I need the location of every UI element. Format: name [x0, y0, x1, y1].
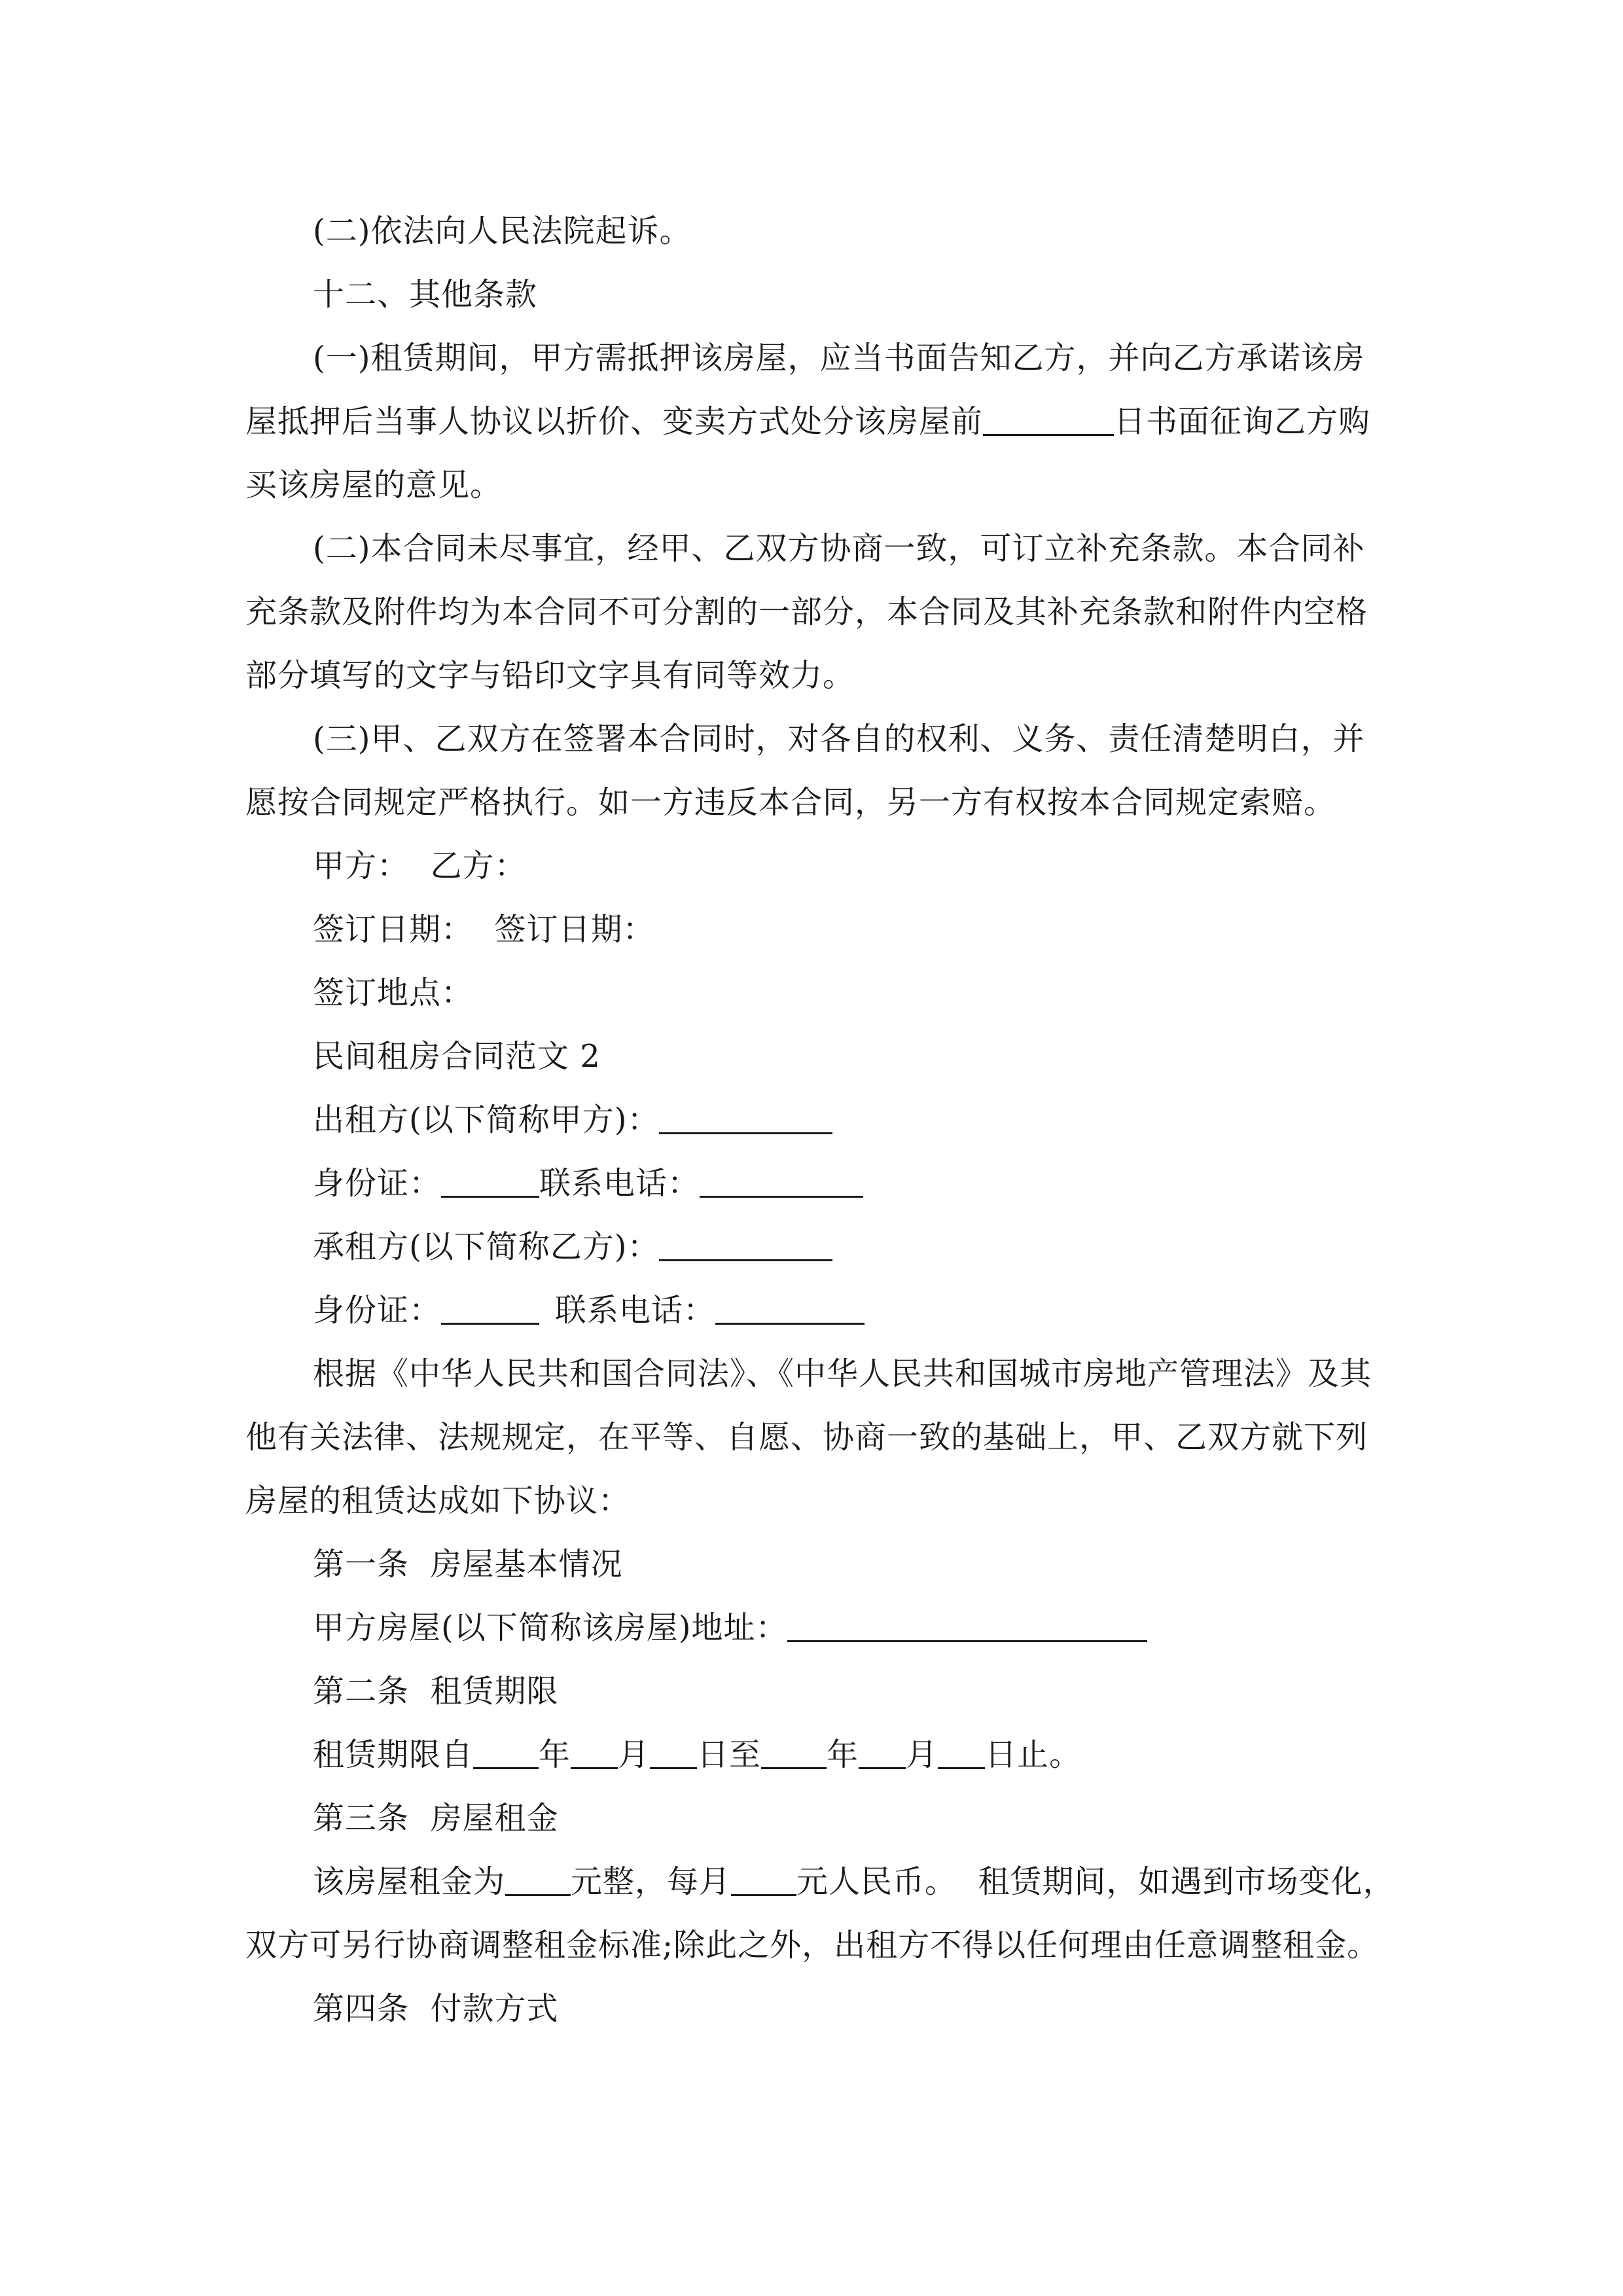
- field-label: 身份证：: [313, 1165, 442, 1202]
- field-label: 联系电话：: [539, 1165, 700, 1202]
- clause-text: 根据《中华人民共和国合同法》、《中华人民共和国城市房地产管理法》及其: [313, 1355, 1372, 1392]
- article-heading: [245, 1787, 1381, 1850]
- text-line: [245, 1342, 1381, 1406]
- field-label: 租赁期限自: [313, 1736, 474, 1773]
- id-number-blank[interactable]: [441, 1283, 539, 1325]
- signature-label: 甲方： 乙方：: [313, 848, 527, 884]
- rent-total-blank[interactable]: [505, 1855, 571, 1896]
- section-heading: [245, 263, 1381, 327]
- address-blank[interactable]: [787, 1601, 1147, 1642]
- clause-text: 元人民币。 租赁期间，如遇到市场变化，: [796, 1863, 1395, 1900]
- document-body: [245, 200, 1395, 2041]
- field-label: 年: [539, 1736, 571, 1773]
- lessee-id-line: [245, 1279, 1381, 1342]
- clause-text: 愿按合同规定严格执行。如一方违反本合同，另一方有权按本合同规定索赔。: [245, 784, 1336, 821]
- lessor-id-line: [245, 1152, 1381, 1215]
- start-year-blank[interactable]: [473, 1728, 539, 1769]
- field-label: 日至: [697, 1736, 762, 1773]
- text-line: [245, 1469, 1381, 1533]
- lessor-line: [245, 1088, 1381, 1152]
- article-heading: [245, 1533, 1381, 1596]
- text-line: [245, 771, 1381, 834]
- field-label: 该房屋租金为: [313, 1863, 506, 1900]
- heading-text: 十二、其他条款: [313, 276, 538, 313]
- article-heading: [245, 1977, 1381, 2041]
- text-line: [245, 1914, 1381, 1977]
- blank-field[interactable]: [983, 395, 1114, 436]
- text-line: [245, 1406, 1381, 1469]
- text-line: [245, 200, 1381, 263]
- field-label: 元整，每月: [571, 1863, 732, 1900]
- heading-text: 第一条 房屋基本情况: [313, 1546, 623, 1583]
- end-month-blank[interactable]: [859, 1728, 906, 1769]
- signature-label: 签订地点：: [313, 975, 474, 1011]
- text-line: [245, 581, 1381, 644]
- address-line: [245, 1596, 1381, 1660]
- text-line: [245, 454, 1381, 517]
- field-label: 出租方(以下简称甲方)：: [313, 1102, 660, 1138]
- heading-text: 第二条 租赁期限: [313, 1673, 559, 1710]
- lessee-name-blank[interactable]: [659, 1220, 832, 1261]
- field-label: 承租方(以下简称乙方)：: [313, 1229, 660, 1265]
- clause-text: 屋抵押后当事人协议以折价、变卖方式处分该房屋前: [245, 403, 984, 440]
- start-month-blank[interactable]: [571, 1728, 618, 1769]
- text-line: [245, 708, 1381, 771]
- phone-blank[interactable]: [715, 1283, 865, 1325]
- signature-parties: [245, 834, 1381, 898]
- lessor-name-blank[interactable]: [659, 1093, 832, 1134]
- signature-dates: [245, 898, 1381, 961]
- clause-text: 双方可另行协商调整租金标准;除此之外，出租方不得以任何理由任意调整租金。: [245, 1927, 1380, 1964]
- text-line: [245, 517, 1381, 581]
- end-year-blank[interactable]: [761, 1728, 827, 1769]
- rent-monthly-blank[interactable]: [731, 1855, 796, 1896]
- signature-label: 签订日期： 签订日期：: [313, 911, 655, 948]
- clause-text: (三)甲、乙双方在签署本合同时，对各自的权利、义务、责任清楚明白，并: [313, 721, 1365, 757]
- field-label: 身份证：: [313, 1292, 442, 1329]
- clause-text: 房屋的租赁达成如下协议：: [245, 1482, 631, 1519]
- text-line: [245, 644, 1381, 708]
- document-title: [245, 1025, 1381, 1088]
- field-label: 月: [906, 1736, 938, 1773]
- clause-text: 买该房屋的意见。: [245, 467, 503, 503]
- signature-place: [245, 961, 1381, 1025]
- clause-text: 充条款及附件均为本合同不可分割的一部分，本合同及其补充条款和附件内空格: [245, 594, 1368, 630]
- lease-term-line: [245, 1723, 1381, 1787]
- id-number-blank[interactable]: [441, 1157, 539, 1198]
- clause-text: (一)租赁期间，甲方需抵押该房屋，应当书面告知乙方，并向乙方承诺该房: [313, 340, 1365, 376]
- text-line: [245, 327, 1381, 390]
- article-heading: [245, 1660, 1381, 1723]
- clause-text: (二)依法向人民法院起诉。: [313, 213, 692, 249]
- field-label: 月: [618, 1736, 651, 1773]
- text-line: [245, 390, 1381, 454]
- phone-blank[interactable]: [700, 1157, 863, 1198]
- heading-text: 第四条 付款方式: [313, 1990, 559, 2027]
- lessee-line: [245, 1215, 1381, 1279]
- clause-text: 日书面征询乙方购: [1114, 403, 1371, 440]
- clause-text: 他有关法律、法规规定，在平等、自愿、协商一致的基础上，甲、乙双方就下列: [245, 1419, 1368, 1456]
- clause-text: (二)本合同未尽事宜，经甲、乙双方协商一致，可订立补充条款。本合同补: [313, 530, 1365, 567]
- start-day-blank[interactable]: [650, 1728, 697, 1769]
- field-label: 联系电话：: [555, 1292, 716, 1329]
- rent-line: [245, 1850, 1395, 1914]
- field-label: 甲方房屋(以下简称该房屋)地址：: [313, 1609, 788, 1646]
- field-label: 日止。: [985, 1736, 1082, 1773]
- heading-text: 第三条 房屋租金: [313, 1800, 559, 1837]
- title-text: 民间租房合同范文 2: [313, 1038, 601, 1075]
- end-day-blank[interactable]: [938, 1728, 985, 1769]
- clause-text: 部分填写的文字与铅印文字具有同等效力。: [245, 657, 855, 694]
- field-label: 年: [827, 1736, 859, 1773]
